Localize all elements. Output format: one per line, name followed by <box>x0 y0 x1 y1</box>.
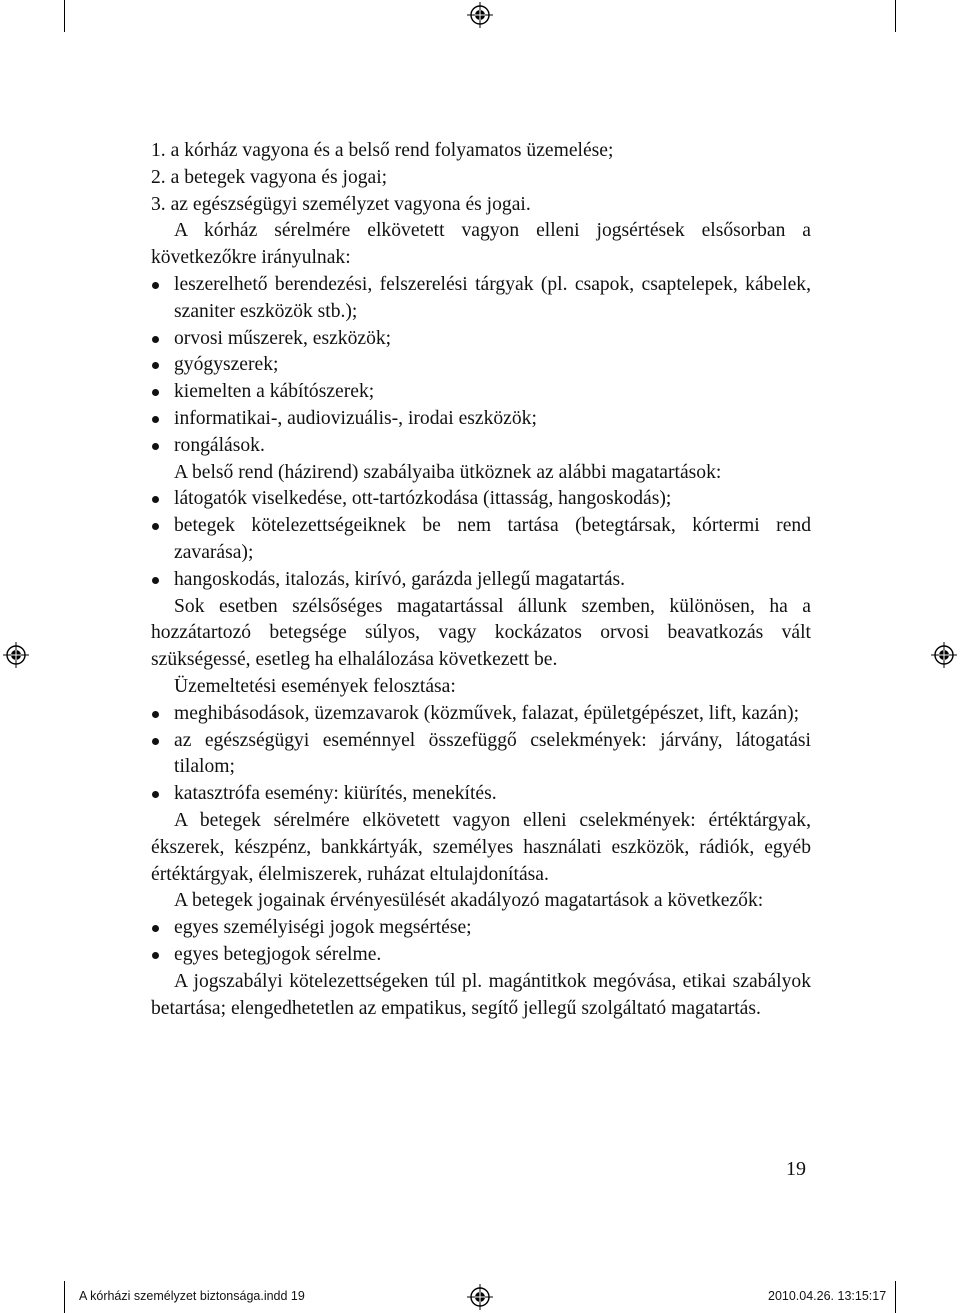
crop-mark <box>895 1281 896 1313</box>
list-item: hangoskodás, italozás, kirívó, garázda jellegű magatartás. <box>151 567 811 594</box>
list-item: egyes betegjogok sérelme. <box>151 942 811 969</box>
paragraph: A jogszabályi kötelezettségeken túl pl. magántitkok megóvása, etikai szabályok betartása; elengedhetetlen az empatikus, segítő jellegű szolgáltató magatartás. <box>151 970 811 1019</box>
crop-mark <box>895 0 896 32</box>
paragraph: Üzemeltetési események felosztása: <box>174 675 456 697</box>
bullet-list <box>151 486 811 593</box>
list-item: gyógyszerek; <box>151 352 811 379</box>
numbered-item: 3. az egészségügyi személyzet vagyona és jogai. <box>151 193 531 215</box>
paragraph: A belső rend (házirend) szabályaiba ütköznek az alábbi magatartások: <box>174 461 722 483</box>
page-number: 19 <box>786 1158 806 1180</box>
list-item: informatikai-, audiovizuális-, irodai eszközök; <box>151 406 811 433</box>
list-item: az egészségügyi eseménnyel összefüggő cselekmények: járvány, látogatási tilalom; <box>151 728 811 782</box>
bullet-list <box>151 272 811 460</box>
list-item: egyes személyiségi jogok megsértése; <box>151 915 811 942</box>
crop-mark <box>64 0 65 32</box>
list-item: katasztrófa esemény: kiürítés, menekítés. <box>151 781 811 808</box>
paragraph: A betegek jogainak érvényesülését akadályozó magatartások a következők: <box>174 890 764 912</box>
registration-mark-icon <box>467 1284 493 1310</box>
paragraph: Sok esetben szélsőséges magatartással állunk szemben, különösen, ha a hozzátartozó betegsége súlyos, vagy kockázatos orvosi beavatkozás vált szükségessé, esetleg ha elhalálozása következett be. <box>151 595 811 671</box>
list-item: betegek kötelezettségeiknek be nem tartása (betegtársak, kórtermi rend zavarása); <box>151 513 811 567</box>
list-item: rongálások. <box>151 433 811 460</box>
registration-mark-icon <box>467 2 493 28</box>
list-item: meghibásodások, üzemzavarok (közművek, falazat, épületgépészet, lift, kazán); <box>151 701 811 728</box>
numbered-item: 2. a betegek vagyona és jogai; <box>151 166 388 188</box>
list-item: leszerelhető berendezési, felszerelési tárgyak (pl. csapok, csaptelepek, kábelek, szaniter eszközök stb.); <box>151 272 811 326</box>
crop-mark <box>64 1281 65 1313</box>
page-body <box>151 138 811 1022</box>
list-item: orvosi műszerek, eszközök; <box>151 326 811 353</box>
paragraph: A betegek sérelmére elkövetett vagyon elleni cselekmények: értéktárgyak, ékszerek, készpénz, bankkártyák, személyes használati eszközök, rádiók, egyéb értéktárgyak, élelmiszerek, ruházat eltulajdonítása. <box>151 809 811 885</box>
numbered-item: 1. a kórház vagyona és a belső rend folyamatos üzemelése; <box>151 140 614 161</box>
bullet-list <box>151 915 811 969</box>
bullet-list <box>151 701 811 808</box>
footer-filename: A kórházi személyzet biztonsága.indd 19 <box>79 1289 305 1303</box>
list-item: kiemelten a kábítószerek; <box>151 379 811 406</box>
paragraph: A kórház sérelmére elkövetett vagyon elleni jogsértések elsősorban a következőkre irányulnak: <box>151 220 811 269</box>
list-item: látogatók viselkedése, ott-tartózkodása (ittasság, hangoskodás); <box>151 486 811 513</box>
registration-mark-icon <box>3 642 29 668</box>
footer-timestamp: 2010.04.26. 13:15:17 <box>768 1289 887 1303</box>
registration-mark-icon <box>931 642 957 668</box>
